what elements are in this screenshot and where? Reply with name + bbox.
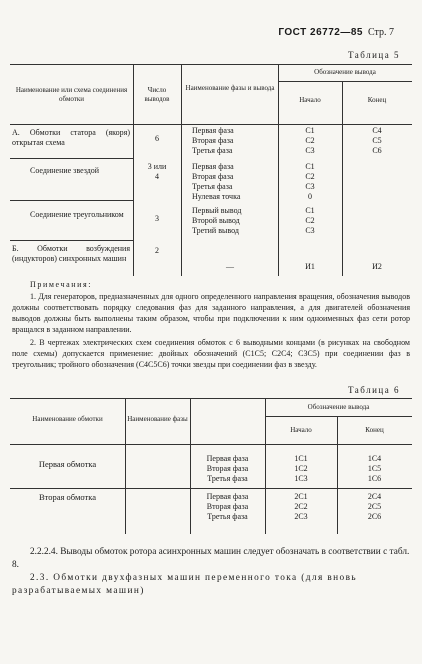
t5-row-phase: Первая фаза bbox=[192, 162, 234, 171]
t5-row-phase: Третья фаза bbox=[192, 146, 233, 155]
t5-header-start: Начало bbox=[299, 96, 321, 104]
t5-row-phase: Третья фаза bbox=[192, 182, 233, 191]
gost-number: ГОСТ 26772—85 bbox=[278, 27, 363, 38]
t5-header-phase: Наименование фазы и вывода bbox=[185, 84, 275, 92]
t6-header-name: Наименование обмотки bbox=[32, 415, 103, 423]
t5-row-start: С2 bbox=[305, 136, 315, 145]
t6-row-phase: Первая фаза bbox=[206, 492, 249, 501]
page-header bbox=[278, 27, 394, 38]
t5-row-start: С1 bbox=[305, 126, 315, 135]
t6-row-end: 1С5 bbox=[367, 464, 382, 473]
t6-row-phase: Первая фаза bbox=[206, 454, 249, 463]
t5-row-count: 2 bbox=[155, 246, 159, 255]
t5-row-phase: — bbox=[226, 262, 234, 271]
t5-row-phase: Нулевая точка bbox=[192, 192, 241, 201]
notes-title: Примечания: bbox=[30, 280, 93, 289]
note-item: 2. В чертежах электрических схем соединения обмоток с 6 выводными концами (в рисунках на свободном поле схемы) допускается применение: двойных обозначений (С1С5; С2С4; С3С5) при соединении фаз в треугольник; тройного обозначения (С4С5С6) точки звезды при соединении фаз в звезду. bbox=[12, 338, 410, 370]
t5-row-phase: Первый вывод bbox=[192, 206, 242, 215]
t6-header-phase: Наименование фазы bbox=[127, 415, 188, 423]
t5-header-count: Число выводов bbox=[144, 86, 170, 104]
t6-row-phase: Вторая фаза bbox=[206, 502, 249, 511]
t6-header-end: Конец bbox=[365, 426, 384, 434]
t5-row-start: С1 bbox=[305, 162, 315, 171]
t6-row-end: 1С6 bbox=[367, 474, 382, 483]
t6-row-start: 2С2 bbox=[294, 502, 308, 511]
t5-row-start: С3 bbox=[305, 146, 315, 155]
t5-row-count: 6 bbox=[155, 134, 159, 143]
t5-row-start: 0 bbox=[308, 192, 312, 201]
t6-row-phase: Третья фаза bbox=[207, 474, 248, 483]
t5-row-phase: Первая фаза bbox=[192, 126, 234, 135]
t5-row-end: С6 bbox=[372, 146, 382, 155]
t6-row-start: 2С3 bbox=[294, 512, 308, 521]
t5-row-count: 3 bbox=[155, 214, 159, 223]
t6-row-phase: Третья фаза bbox=[207, 512, 248, 521]
t5-row-start: И1 bbox=[305, 262, 315, 271]
t6-row-end: 1С4 bbox=[367, 454, 382, 463]
t5-header-designation: Обозначение вывода bbox=[314, 68, 376, 76]
t5-row-start: С2 bbox=[305, 216, 315, 225]
t5-row-start: С2 bbox=[305, 172, 315, 181]
t6-row-phase: Вторая фаза bbox=[206, 464, 249, 473]
t5-row-name: Соединение треугольником bbox=[30, 210, 124, 219]
t6-row-start: 1С2 bbox=[294, 464, 308, 473]
t5-row-phase: Вторая фаза bbox=[192, 172, 234, 181]
t5-row-phase: Второй вывод bbox=[192, 216, 240, 225]
t6-row-end: 2С4 bbox=[367, 492, 382, 501]
section-2-3: 2.3. Обмотки двухфазных машин переменного тока (для вновь разрабатываемых машин) bbox=[12, 573, 358, 596]
t6-row-end: 2С5 bbox=[367, 502, 382, 511]
t5-row-end: С4 bbox=[372, 126, 382, 135]
t6-row-start: 1С1 bbox=[294, 454, 308, 463]
t6-row-name: Вторая обмотка bbox=[38, 492, 97, 502]
t5-row-end: С5 bbox=[372, 136, 382, 145]
table5-caption: Таблица 5 bbox=[348, 50, 400, 60]
t6-row-name: Первая обмотка bbox=[38, 459, 97, 469]
table6-caption: Таблица 6 bbox=[348, 385, 400, 395]
t5-row-phase: Третий вывод bbox=[192, 226, 239, 235]
t5-row-start: С3 bbox=[305, 226, 315, 235]
t5-row-start: С1 bbox=[305, 206, 315, 215]
section-2-2-2-4: 2.2.2.4. Выводы обмоток ротора асинхронных машин следует обозначать в соответствии с табл. 8. bbox=[12, 547, 410, 570]
t5-row-start: С3 bbox=[305, 182, 315, 191]
t5-header-name: Наименование или схема соединения обмотки bbox=[15, 86, 128, 104]
t6-header-start: Начало bbox=[290, 426, 312, 434]
t6-row-start: 2С1 bbox=[294, 492, 308, 501]
t5-row-name: Соединение звездой bbox=[30, 166, 100, 175]
t6-header-designation: Обозначение вывода bbox=[307, 403, 370, 411]
t6-row-end: 2С6 bbox=[367, 512, 382, 521]
page-number: Стр. 7 bbox=[367, 27, 394, 38]
t5-row-name: Б. Обмотки возбуждения (индукторов) синхронных машин bbox=[12, 244, 130, 263]
t5-row-count: 3 или 4 bbox=[147, 162, 167, 181]
note-item: 1. Для генераторов, предназначенных для одного определенного направления вращения, обозначения выводов должны соответствовать порядку следования фаз для заданного направления, а для двигателей обозначения выводов должны быть выполнены таким образом, чтобы при подключении к ним одноименных фаз сети ротор вращался в заданном направлении. bbox=[12, 292, 410, 335]
t5-header-end: Конец bbox=[367, 96, 387, 104]
t5-row-end: И2 bbox=[372, 262, 382, 271]
t6-row-start: 1С3 bbox=[294, 474, 308, 483]
t5-row-name: А. Обмотки статора (якоря) открытая схема bbox=[12, 128, 130, 147]
t5-row-phase: Вторая фаза bbox=[192, 136, 234, 145]
